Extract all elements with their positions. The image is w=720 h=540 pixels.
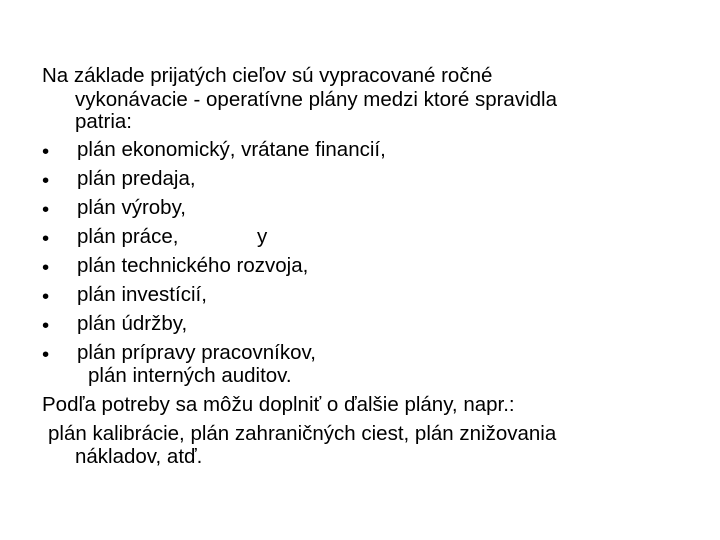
bullet-item-2: plán predaja, (77, 167, 196, 190)
bullet-marker: • (42, 140, 50, 163)
closing-line-1: Podľa potreby sa môžu doplniť o ďalšie plány, napr.: (42, 393, 515, 416)
bullet-marker: • (42, 256, 50, 279)
bullet-marker: • (42, 198, 50, 221)
bullet-marker: • (42, 169, 50, 192)
intro-line-3: patria: (75, 110, 132, 133)
intro-line-2: vykonávacie - operatívne plány medzi ktoré spravidla (75, 88, 557, 111)
bullet-marker: • (42, 314, 50, 337)
bullet-item-8: plán prípravy pracovníkov, (77, 341, 316, 364)
bullet-item-1: plán ekonomický, vrátane financií, (77, 138, 386, 161)
extra-line: plán interných auditov. (88, 364, 292, 387)
bullet-marker: • (42, 285, 50, 308)
bullet-marker: • (42, 227, 50, 250)
bullet-item-3: plán výroby, (77, 196, 187, 219)
stray-letter: y (257, 225, 268, 248)
bullet-item-6: plán investícií, (77, 283, 207, 306)
bullet-item-7: plán údržby, (77, 312, 188, 335)
closing-line-3: nákladov, atď. (75, 445, 203, 468)
bullet-item-5: plán technického rozvoja, (77, 254, 309, 277)
intro-line-1: Na základe prijatých cieľov sú vypracované ročné (42, 64, 493, 87)
bullet-item-4: plán práce, (77, 225, 179, 248)
closing-line-2: plán kalibrácie, plán zahraničných ciest, plán znižovania (48, 422, 557, 445)
bullet-marker: • (42, 343, 50, 366)
